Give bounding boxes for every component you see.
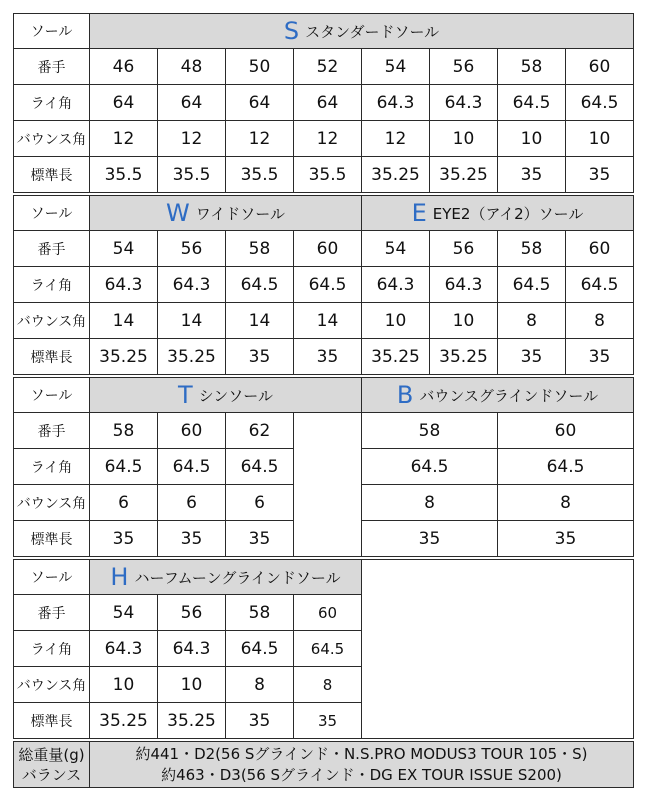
footer-label [13,741,90,788]
value-cell-number: 58 [361,412,498,449]
value-cell-length: 35.25 [89,338,158,375]
footer-line-1: 約441・D2(56 Sグラインド・N.S.PRO MODUS3 TOUR 105・S) [135,744,588,763]
value-cell-length: 35 [293,338,362,375]
value-cell-number: 60 [565,48,634,85]
row-label-length: 標準長 [13,702,90,739]
value-cell-length: 35 [497,338,566,375]
value-cell-lie: 64.5 [157,448,226,485]
sole-name: シンソール [198,386,273,405]
value-cell-lie: 64.5 [497,266,566,303]
value-cell-lie: 64.5 [293,266,362,303]
value-cell-bounce: 10 [497,120,566,157]
value-cell-bounce: 10 [429,302,498,339]
value-cell-number: 56 [429,230,498,267]
value-cell-lie: 64.3 [157,266,226,303]
value-cell-bounce: 14 [89,302,158,339]
value-cell-number: 54 [89,594,158,631]
value-cell-lie: 64 [225,84,294,121]
value-cell-number: 56 [157,594,226,631]
sole-header-b [361,377,634,413]
value-cell-bounce: 10 [89,666,158,703]
value-cell-number: 60 [293,594,362,631]
value-cell-number: 52 [293,48,362,85]
value-cell-number: 54 [361,48,430,85]
value-cell-bounce: 10 [361,302,430,339]
value-cell-bounce: 10 [429,120,498,157]
sole-name: バウンスグラインドソール [419,386,599,405]
sole-letter: S [283,17,300,45]
value-cell-length: 35.5 [157,156,226,193]
value-cell-length: 35 [89,520,158,557]
row-label-length: 標準長 [13,520,90,557]
row-label-number: 番手 [13,230,90,267]
sole-header-e [361,195,634,231]
value-cell-bounce: 14 [157,302,226,339]
value-cell-number: 58 [497,230,566,267]
value-cell-lie: 64.5 [225,448,294,485]
value-cell-bounce: 6 [225,484,294,521]
value-cell-number: 58 [497,48,566,85]
value-cell-number: 48 [157,48,226,85]
value-cell-number: 58 [89,412,158,449]
value-cell-bounce: 12 [225,120,294,157]
sole-letter: W [166,199,190,227]
value-cell-lie: 64.5 [565,84,634,121]
value-cell-length: 35 [225,702,294,739]
sole-header-h [89,559,362,595]
value-cell-length: 35 [225,338,294,375]
value-cell-lie: 64.3 [157,630,226,667]
value-cell-bounce: 8 [293,666,362,703]
value-cell-length: 35.25 [89,702,158,739]
value-cell-bounce: 12 [293,120,362,157]
value-cell-bounce: 8 [361,484,498,521]
value-cell-bounce: 8 [225,666,294,703]
value-cell-lie: 64.5 [565,266,634,303]
row-label-number: 番手 [13,412,90,449]
row-label-number: 番手 [13,594,90,631]
value-cell-number: 56 [157,230,226,267]
value-cell-bounce: 10 [157,666,226,703]
row-label-sole: ソール [13,195,90,231]
value-cell-lie: 64.3 [429,84,498,121]
value-cell-length: 35.25 [157,702,226,739]
sole-header-t [89,377,362,413]
value-cell-bounce: 12 [157,120,226,157]
value-cell-bounce: 14 [293,302,362,339]
value-cell-length: 35.25 [361,156,430,193]
value-cell-number: 60 [565,230,634,267]
value-cell-number: 58 [225,594,294,631]
value-cell-length: 35.25 [429,156,498,193]
value-cell-length: 35.5 [293,156,362,193]
sole-letter: H [110,563,129,591]
empty-cell [293,412,362,557]
row-label-bounce: バウンス角 [13,302,90,339]
value-cell-bounce: 10 [565,120,634,157]
value-cell-length: 35 [497,156,566,193]
row-label-bounce: バウンス角 [13,484,90,521]
value-cell-length: 35 [565,338,634,375]
value-cell-number: 62 [225,412,294,449]
value-cell-number: 60 [157,412,226,449]
value-cell-length: 35.25 [429,338,498,375]
value-cell-bounce: 6 [89,484,158,521]
value-cell-length: 35 [361,520,498,557]
footer-line-2: 約463・D3(56 Sグラインド・DG EX TOUR ISSUE S200) [161,765,562,784]
sole-name: EYE2（アイ2）ソール [432,204,584,223]
sole-name: スタンダードソール [305,22,440,41]
value-cell-number: 60 [497,412,634,449]
value-cell-number: 46 [89,48,158,85]
value-cell-length: 35.5 [89,156,158,193]
value-cell-length: 35 [225,520,294,557]
sole-header-w [89,195,362,231]
value-cell-number: 54 [361,230,430,267]
value-cell-number: 56 [429,48,498,85]
row-label-sole: ソール [13,13,90,49]
value-cell-bounce: 8 [565,302,634,339]
row-label-lie: ライ角 [13,630,90,667]
sole-letter: B [396,381,414,409]
sole-header-s [89,13,634,49]
row-label-lie: ライ角 [13,448,90,485]
value-cell-lie: 64 [157,84,226,121]
row-label-sole: ソール [13,377,90,413]
value-cell-length: 35 [565,156,634,193]
value-cell-bounce: 14 [225,302,294,339]
value-cell-lie: 64 [293,84,362,121]
sole-letter: T [178,381,193,409]
value-cell-number: 50 [225,48,294,85]
value-cell-lie: 64.5 [225,266,294,303]
value-cell-length: 35 [157,520,226,557]
footer-values [89,741,634,788]
sole-letter: E [411,199,427,227]
weight-label: 総重量(g) [18,745,85,764]
sole-name: ハーフムーングラインドソール [134,568,341,587]
value-cell-lie: 64.3 [89,266,158,303]
value-cell-length: 35 [497,520,634,557]
row-label-length: 標準長 [13,156,90,193]
value-cell-lie: 64.3 [429,266,498,303]
balance-label: バランス [21,765,82,784]
value-cell-number: 58 [225,230,294,267]
value-cell-lie: 64.5 [293,630,362,667]
value-cell-lie: 64.5 [225,630,294,667]
row-label-bounce: バウンス角 [13,666,90,703]
sole-name: ワイドソール [195,204,285,223]
value-cell-lie: 64.5 [497,84,566,121]
empty-cell [361,559,634,739]
row-label-lie: ライ角 [13,266,90,303]
row-label-length: 標準長 [13,338,90,375]
row-label-lie: ライ角 [13,84,90,121]
value-cell-length: 35.5 [225,156,294,193]
value-cell-lie: 64 [89,84,158,121]
row-label-bounce: バウンス角 [13,120,90,157]
value-cell-bounce: 12 [361,120,430,157]
value-cell-lie: 64.3 [89,630,158,667]
value-cell-lie: 64.5 [89,448,158,485]
value-cell-bounce: 8 [497,484,634,521]
value-cell-number: 60 [293,230,362,267]
value-cell-number: 54 [89,230,158,267]
value-cell-bounce: 8 [497,302,566,339]
value-cell-length: 35 [293,702,362,739]
value-cell-length: 35.25 [361,338,430,375]
row-label-sole: ソール [13,559,90,595]
value-cell-length: 35.25 [157,338,226,375]
value-cell-bounce: 12 [89,120,158,157]
value-cell-lie: 64.5 [497,448,634,485]
value-cell-bounce: 6 [157,484,226,521]
row-label-number: 番手 [13,48,90,85]
value-cell-lie: 64.5 [361,448,498,485]
value-cell-lie: 64.3 [361,266,430,303]
value-cell-lie: 64.3 [361,84,430,121]
